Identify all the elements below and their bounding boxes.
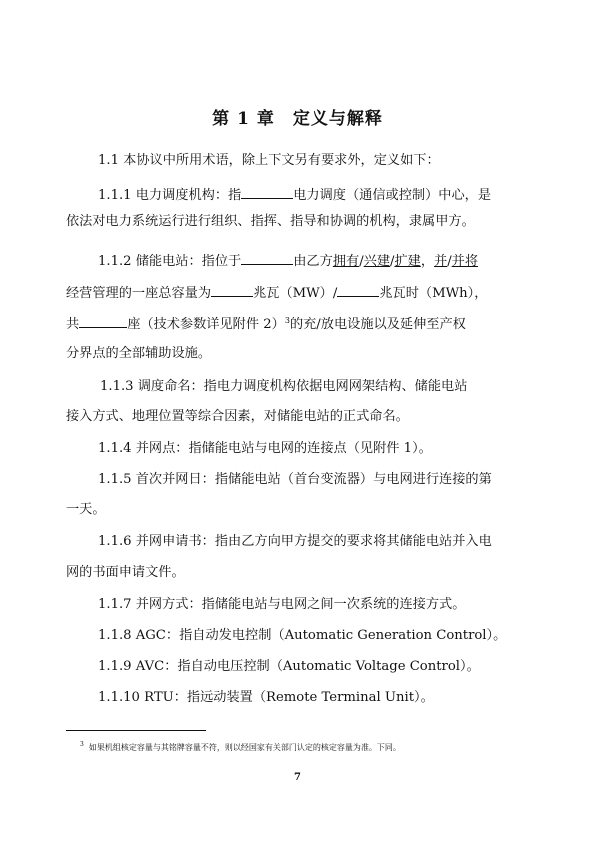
item-text: 由乙方	[293, 254, 333, 269]
item-1-1-9: 1.1.9 AVC：指自动电压控制（Automatic Voltage Control）。	[98, 659, 480, 674]
item-1-1-5-cont: 一天。	[66, 502, 106, 517]
option-and: 并	[434, 254, 448, 269]
intro-paragraph: 1.1 本协议中所用术语，除上下文另有要求外，定义如下：	[98, 153, 440, 168]
comma: ，	[420, 254, 435, 269]
fill-in-blank	[241, 185, 293, 199]
item-text: 1.1.1 电力调度机构：指	[98, 188, 242, 203]
item-1-1-1-cont: 依法对电力系统运行进行组织、指挥、指导和协调的机构，隶属甲方。	[66, 214, 475, 229]
item-1-1-2-line2	[66, 283, 544, 303]
footnote-marker: 3	[80, 741, 84, 748]
item-text: 共	[66, 317, 80, 332]
slash: /	[447, 254, 452, 269]
item-1-1-1	[98, 185, 544, 205]
item-1-1-4: 1.1.4 并网点：指储能电站与电网的连接点（见附件 1）。	[98, 441, 432, 456]
item-1-1-3-cont: 接入方式、地理位置等综合因素，对储能电站的正式命名。	[66, 409, 409, 424]
footnote-ref: 3	[284, 316, 290, 325]
option-own: 拥有	[332, 254, 360, 269]
item-1-1-10: 1.1.10 RTU：指远动装置（Remote Terminal Unit）。	[98, 690, 434, 705]
item-text: 电力调度（通信或控制）中心，是	[293, 188, 492, 203]
item-text: 的充/放电设施以及延伸至产权	[289, 317, 466, 332]
item-1-1-2-line4: 分界点的全部辅助设施。	[66, 346, 212, 361]
item-text: 座（技术参数详见附件 2）	[127, 317, 285, 332]
footnote-text: 如果机组核定容量与其铭牌容量不符，则以经国家有关部门认定的核定容量为准。下同。	[88, 743, 401, 752]
chapter-title: 第 1 章 定义与解释	[212, 109, 383, 129]
item-text: 经营管理的一座总容量为	[66, 286, 212, 301]
fill-in-blank	[241, 251, 293, 265]
option-expand: 扩建	[394, 254, 421, 269]
option-and-will: 并将	[451, 254, 479, 269]
item-1-1-6: 1.1.6 并网申请书：指由乙方向甲方提交的要求将其储能电站并入电	[98, 534, 492, 549]
item-text: 兆瓦时（MWh），	[379, 286, 488, 301]
fill-in-blank	[337, 283, 379, 297]
fill-in-blank	[79, 314, 127, 328]
item-1-1-2-line3	[66, 314, 544, 334]
option-build: 兴建	[363, 254, 391, 269]
item-text: 1.1.2 储能电站：指位于	[98, 254, 242, 269]
item-1-1-3: 1.1.3 调度命名：指电力调度机构依据电网网架结构、储能电站	[100, 379, 468, 394]
page-number: 7	[294, 772, 301, 783]
item-text: 兆瓦（MW）/	[253, 286, 338, 301]
item-1-1-8: 1.1.8 AGC：指自动发电控制（Automatic Generation Control）。	[98, 628, 507, 643]
item-1-1-2	[98, 251, 544, 271]
item-1-1-5: 1.1.5 首次并网日：指储能电站（首台变流器）与电网进行连接的第	[98, 472, 492, 487]
slash: /	[390, 254, 395, 269]
slash: /	[359, 254, 364, 269]
item-1-1-7: 1.1.7 并网方式：指储能电站与电网之间一次系统的连接方式。	[98, 597, 466, 612]
fill-in-blank	[211, 283, 253, 297]
footnote-divider	[66, 730, 206, 731]
footnote	[80, 742, 401, 753]
item-1-1-6-cont: 网的书面申请文件。	[66, 565, 185, 580]
